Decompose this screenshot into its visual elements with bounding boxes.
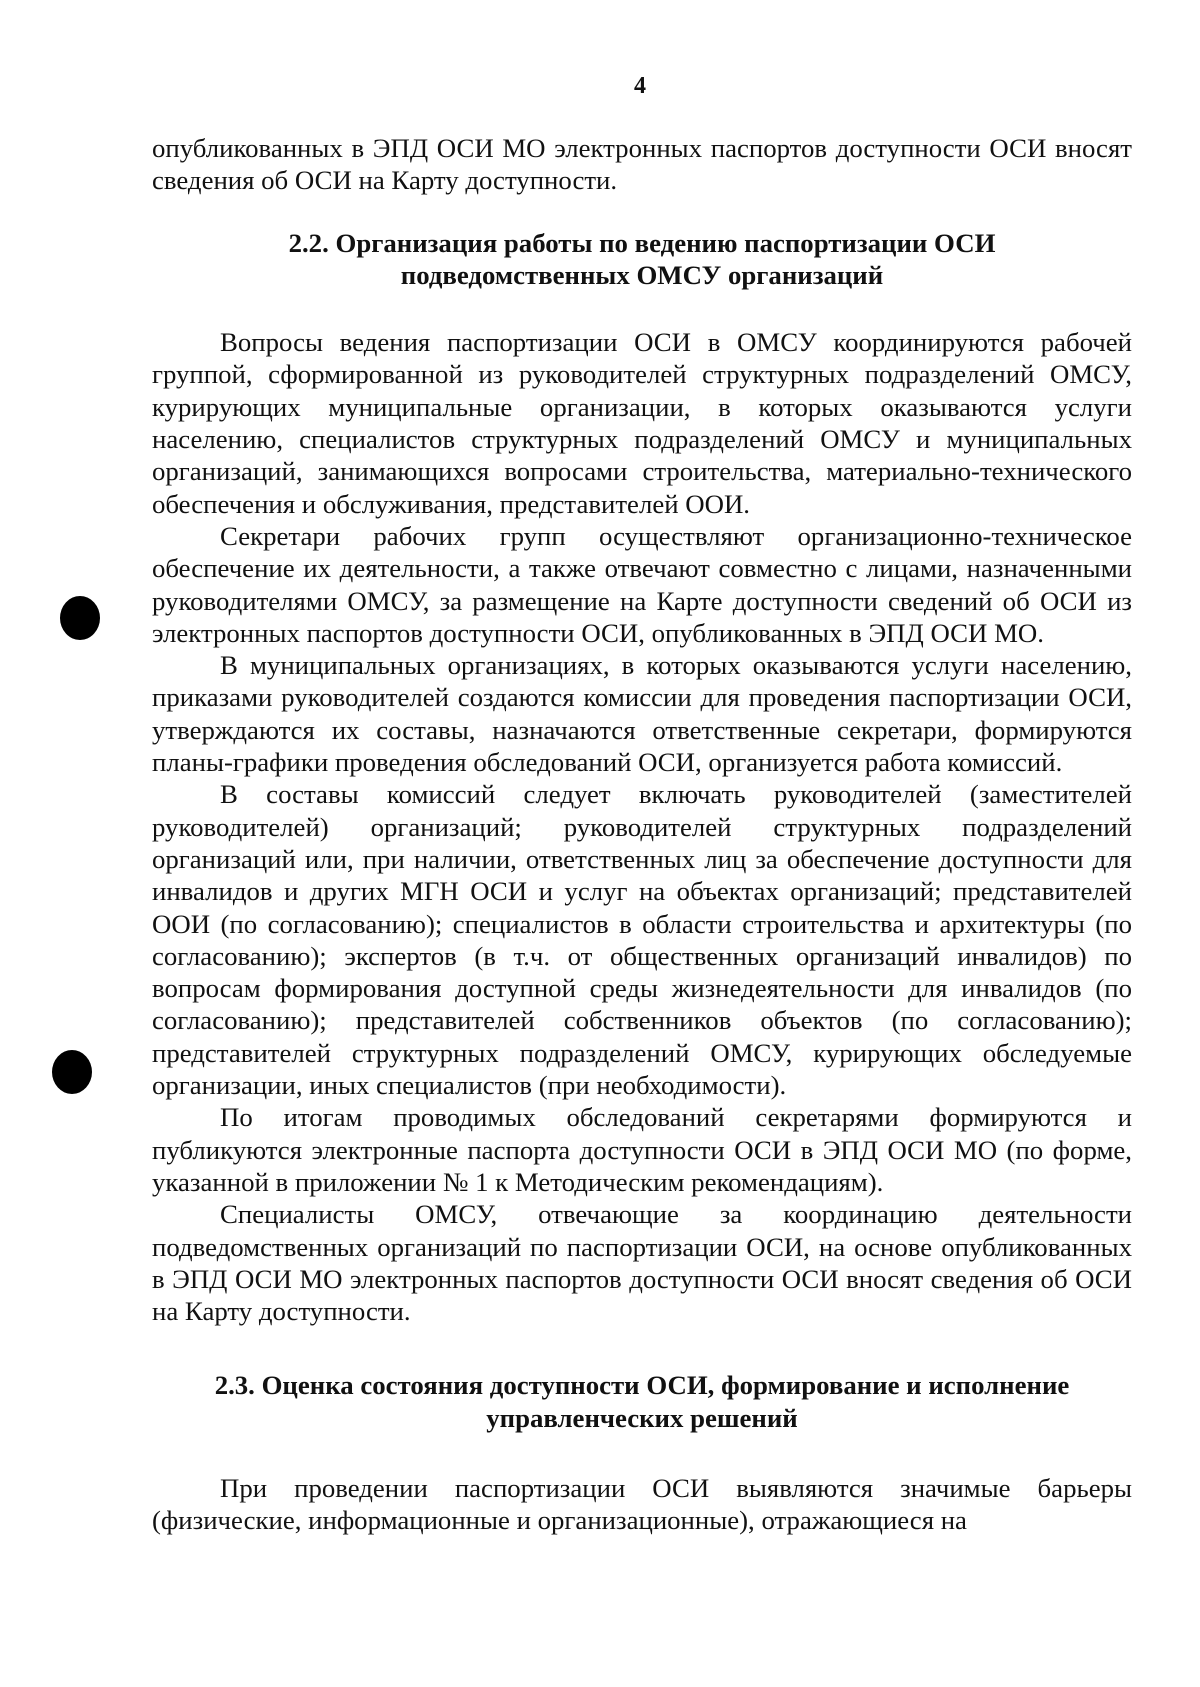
- heading-line: 2.2. Организация работы по ведению паспортизации ОСИ: [288, 227, 996, 258]
- heading-line: 2.3. Оценка состояния доступности ОСИ, формирование и исполнение: [214, 1370, 1070, 1401]
- paragraph: Секретари рабочих групп осуществляют организационно-техническое обеспечение их деятельности, а также отвечают совместно с лицами, назначенными руководителями ОМСУ, за размещение на Карте доступности сведений об ОСИ из электронных паспортов доступности ОСИ, опубликованных в ЭПД ОСИ МО.: [152, 520, 1132, 648]
- page-number: 4: [634, 73, 646, 99]
- paragraph: При проведении паспортизации ОСИ выявляются значимые барьеры (физические, информационные и организационные), отражающиеся на: [152, 1472, 1132, 1536]
- paragraph: В муниципальных организациях, в которых оказываются услуги населению, приказами руководителей создаются комиссии для проведения паспортизации ОСИ, утверждаются их составы, назначаются ответственные секретари, формируются планы-графики проведения обследований ОСИ, организуется работа комиссий.: [152, 650, 1132, 778]
- heading-line: управленческих решений: [486, 1402, 798, 1433]
- section-heading-2-3: [152, 1369, 1132, 1434]
- section-heading-2-2: [152, 227, 1132, 292]
- paragraph-continuation: опубликованных в ЭПД ОСИ МО электронных паспортов доступности ОСИ вносят сведения об ОСИ на Карту доступности.: [152, 133, 1132, 196]
- paragraph: В составы комиссий следует включать руководителей (заместителей руководителей) организаций; руководителей структурных подразделений организаций или, при наличии, ответственных лиц за обеспечение доступности для инвалидов и других МГН ОСИ и услуг на объектах организаций; представителей ООИ (по согласованию); специалистов в области строительства и архитектуры (по согласованию); экспертов (в т.ч. от общественных организаций инвалидов) по вопросам формирования доступной среды жизнедеятельности для инвалидов (по согласованию); представителей собственников объектов (по согласованию); представителей структурных подразделений ОМСУ, курирующих обследуемые организации, иных специалистов (при необходимости).: [152, 779, 1132, 1101]
- document-body: [152, 132, 1132, 1537]
- paragraph: Специалисты ОМСУ, отвечающие за координацию деятельности подведомственных организаций по паспортизации ОСИ, на основе опубликованных в ЭПД ОСИ МО электронных паспортов доступности ОСИ вносят сведения об ОСИ на Карту доступности.: [152, 1199, 1132, 1327]
- paragraph: По итогам проводимых обследований секретарями формируются и публикуются электронные паспорта доступности ОСИ в ЭПД ОСИ МО (по форме, указанной в приложении № 1 к Методическим рекомендациям).: [152, 1102, 1132, 1197]
- punch-hole-mark: [52, 1050, 92, 1094]
- paragraph: Вопросы ведения паспортизации ОСИ в ОМСУ координируются рабочей группой, сформированной из руководителей структурных подразделений ОМСУ, курирующих муниципальные организации, в которых оказываются услуги населению, специалистов структурных подразделений ОМСУ и муниципальных организаций, занимающихся вопросами строительства, материально-технического обеспечения и обслуживания, представителей ООИ.: [152, 327, 1132, 519]
- heading-line: подведомственных ОМСУ организаций: [400, 259, 884, 290]
- punch-hole-mark: [60, 596, 100, 640]
